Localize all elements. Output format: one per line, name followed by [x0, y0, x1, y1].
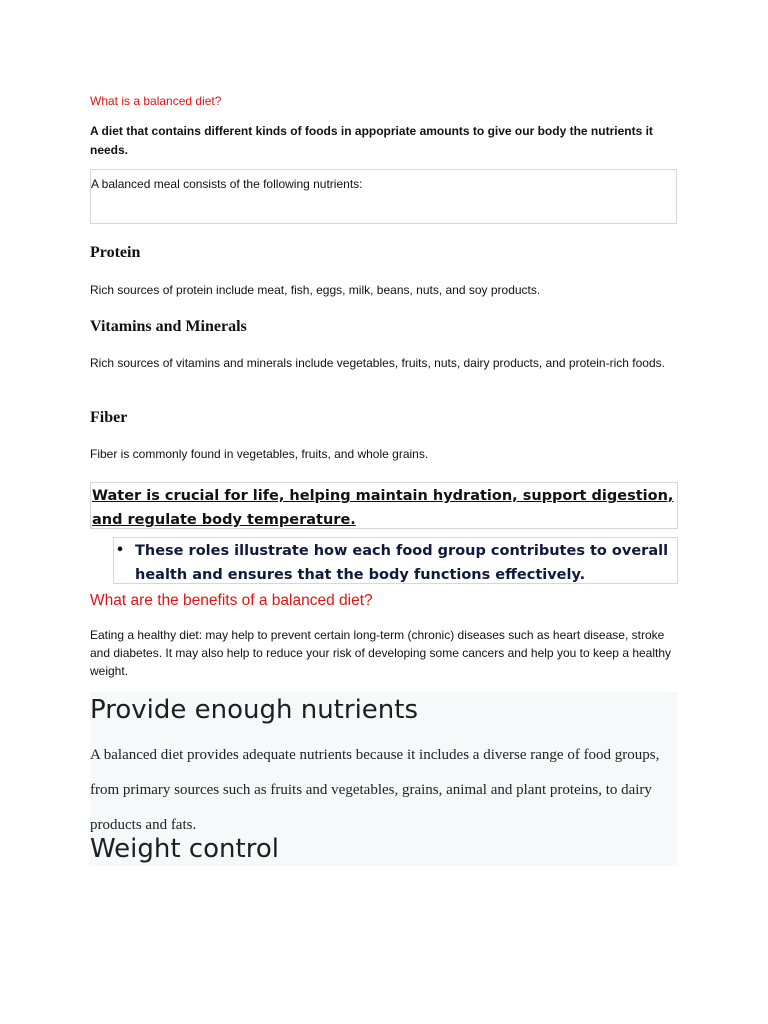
protein-text: Rich sources of protein include meat, fish, eggs, milk, beans, nuts, and soy products.: [90, 283, 541, 297]
heading-weight-control: Weight control: [90, 834, 279, 864]
heading-protein: Protein: [90, 244, 141, 261]
vitamins-minerals-text: Rich sources of vitamins and minerals include vegetables, fruits, nuts, dairy products, and protein-rich foods.: [90, 356, 665, 370]
meal-intro-box: [90, 169, 677, 224]
water-text: Water is crucial for life, helping maintain hydration, support digestion, and regulate body temperature.: [92, 488, 674, 528]
water-box: [90, 482, 678, 529]
heading-fiber: Fiber: [90, 409, 128, 426]
roles-text: These roles illustrate how each food group contributes to overall health and ensures that the body functions effectively.: [135, 543, 669, 583]
roles-box: [113, 537, 678, 584]
definition-text: A diet that contains different kinds of foods in appopriate amounts to give our body the nutrients it needs.: [90, 124, 653, 157]
heading-provide-nutrients: Provide enough nutrients: [90, 695, 419, 725]
meal-intro-text: A balanced meal consists of the following nutrients:: [91, 177, 363, 191]
fiber-text: Fiber is commonly found in vegetables, fruits, and whole grains.: [90, 447, 429, 461]
benefits-text: Eating a healthy diet: may help to prevent certain long-term (chronic) diseases such as heart disease, stroke and diabetes. It may also help to reduce your risk of developing some cancers and help you to keep a healthy weight.: [90, 628, 672, 678]
heading-vitamins-minerals: Vitamins and Minerals: [90, 318, 247, 335]
provide-nutrients-text: A balanced diet provides adequate nutrients because it includes a diverse range of food groups, from primary sources such as fruits and vegetables, grains, animal and plant proteins, to dairy products and fats.: [90, 747, 660, 833]
bullet-marker: •: [115, 543, 125, 558]
question-balanced-diet: What is a balanced diet?: [90, 94, 222, 108]
question-benefits: What are the benefits of a balanced diet?: [90, 592, 373, 609]
